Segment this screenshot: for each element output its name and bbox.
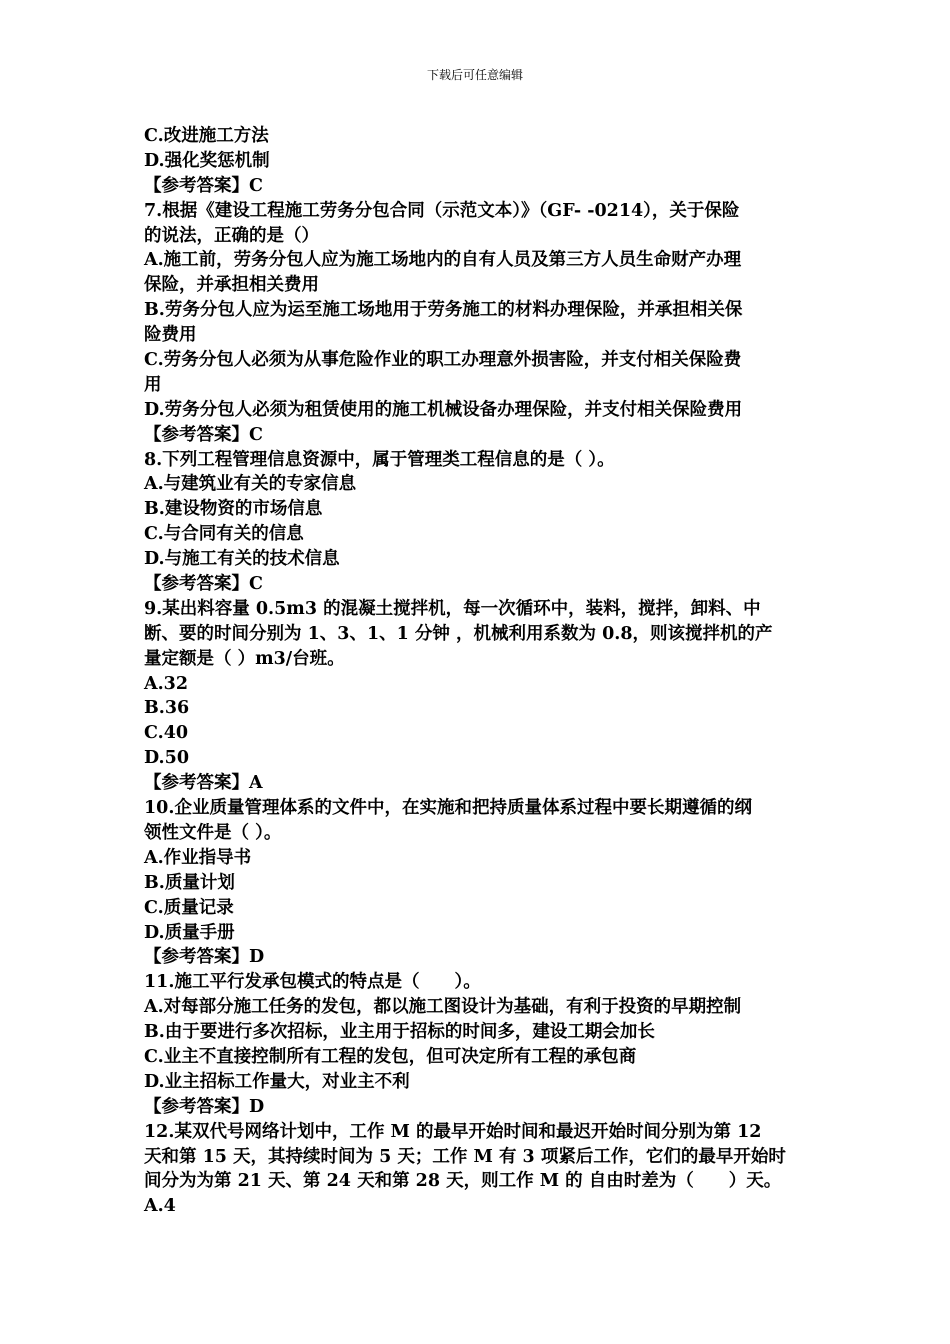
answer-line: 【参考答案】A (144, 773, 263, 794)
answer-line: 【参考答案】C (144, 424, 263, 445)
question-line: 11.施工平行发承包模式的特点是（ ）。 (144, 972, 481, 993)
option-line: C.劳务分包人必须为从事危险作业的职工办理意外损害险，并支付相关保险费 (144, 350, 742, 371)
option-line: B.36 (144, 698, 190, 719)
text-line: 保险，并承担相关费用 (144, 275, 319, 296)
text-line: 的说法，正确的是（） (144, 225, 319, 246)
option-line: A.32 (144, 673, 189, 694)
option-line: D.质量手册 (144, 922, 235, 943)
question-line: 10.企业质量管理体系的文件中，在实施和把持质量体系过程中要长期遵循的纲 (144, 798, 752, 819)
option-line: D.业主招标工作量大，对业主不利 (144, 1071, 410, 1092)
option-line: A.与建筑业有关的专家信息 (144, 474, 357, 495)
question-line: 9.某出料容量 0.5m3 的混凝土搅拌机，每一次循环中，装料，搅拌，卸料、中 (144, 598, 761, 619)
answer-line: 【参考答案】C (144, 175, 263, 196)
text-line: 险费用 (144, 325, 197, 346)
option-line: A.作业指导书 (144, 847, 252, 868)
page-header: 下载后可任意编辑 (426, 68, 523, 82)
option-line: C.质量记录 (144, 897, 234, 918)
option-line: B.建设物资的市场信息 (144, 499, 323, 520)
option-line: A.施工前，劳务分包人应为施工场地内的自有人员及第三方人员生命财产办理 (144, 250, 742, 271)
answer-line: 【参考答案】D (144, 1096, 265, 1117)
text-line: 领性文件是（ ）。 (144, 822, 282, 843)
option-line: B.质量计划 (144, 872, 235, 893)
text-line: 天和第 15 天，其持续时间为 5 天；工作 M 有 3 项紧后工作，它们的最早开始时 (144, 1146, 786, 1167)
option-line: B.由于要进行多次招标，业主用于招标的时间多，建设工期会加长 (144, 1022, 655, 1043)
option-line: D.与施工有关的技术信息 (144, 549, 340, 570)
question-line: 8.下列工程管理信息资源中，属于管理类工程信息的是（ ）。 (144, 449, 615, 470)
option-line: A.对每部分施工任务的发包，都以施工图设计为基础，有利于投资的早期控制 (144, 997, 742, 1018)
option-line: C.业主不直接控制所有工程的发包，但可决定所有工程的承包商 (144, 1046, 637, 1067)
option-line: A.4 (144, 1196, 176, 1217)
option-line: C.40 (144, 723, 189, 744)
text-line: C.改进施工方法 (144, 126, 269, 146)
text-line: 用 (144, 374, 162, 395)
answer-line: 【参考答案】C (144, 574, 263, 595)
document-body (144, 124, 814, 1219)
text-line: 断、要的时间分别为 1、3、1、1 分钟 ，机械利用系数为 0.8，则该搅拌机的产 (144, 623, 773, 644)
question-line: 7.根据《建设工程施工劳务分包合同（示范文本）》（GF- -0214），关于保险 (144, 200, 740, 221)
text-line: 间分为为第 21 天、第 24 天和第 28 天，则工作 M 的 自由时差为（ ）天。 (144, 1171, 782, 1192)
text-line: 量定额是（ ）m3/台班。 (144, 648, 345, 669)
option-line: C.与合同有关的信息 (144, 524, 304, 545)
option-line: B.劳务分包人应为运至施工场地用于劳务施工的材料办理保险，并承担相关保 (144, 300, 743, 321)
answer-line: 【参考答案】D (144, 947, 265, 968)
question-line: 12.某双代号网络计划中，工作 M 的最早开始时间和最迟开始时间分别为第 12 (144, 1121, 762, 1142)
option-line: D.50 (144, 748, 189, 769)
text-line: D.强化奖惩机制 (144, 150, 270, 171)
option-line: D.劳务分包人必须为租赁使用的施工机械设备办理保险，并支付相关保险费用 (144, 399, 743, 420)
